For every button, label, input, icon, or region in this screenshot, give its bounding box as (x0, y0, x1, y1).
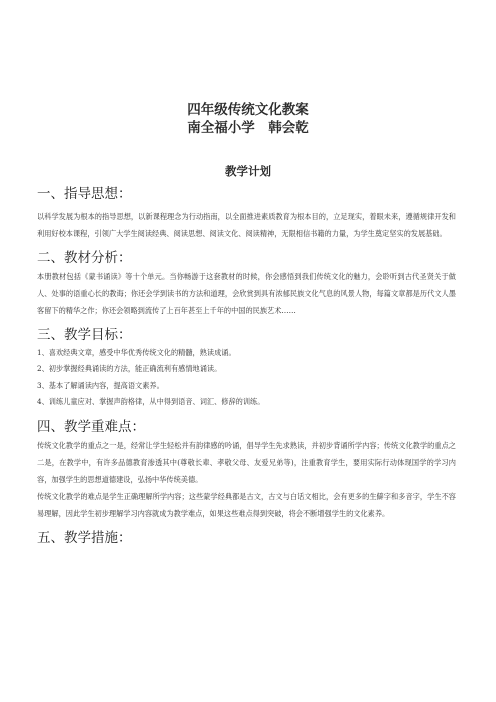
section-teaching-measures (37, 528, 456, 548)
section-teaching-goals (37, 325, 456, 411)
section-heading: 二、教材分析： (37, 250, 132, 266)
section-paragraph: 传统文化教学的重点之一是，经常让学生轻松并有韵律感的吟诵，倡导学生先求熟读，并初步背诵所学内容；传统文化教学的重点之二是，在教学中，有许多品德教育渗透其中(尊敬长辈、孝敬父母、友爱兄弟等)，注重教育学生，要用实际行动体现国学的学习内容，加强学生的思想道德建设，弘扬中华传统美德。 (37, 440, 456, 484)
section-heading: 三、教学目标： (37, 327, 132, 343)
document-body (37, 184, 456, 548)
goal-item: 1、喜欢经典文章，感受中华优秀传统文化的精髓，熟读成诵。 (37, 348, 236, 357)
section-heading: 一、指导思想： (37, 186, 132, 202)
section-guiding-thought (37, 184, 456, 242)
section-heading: 四、教学重难点： (37, 418, 145, 435)
goal-item: 3、基本了解诵读内容，提高语文素养。 (37, 380, 164, 390)
document-author: 南全福小学 韩会乾 (187, 120, 309, 136)
document-title: 四年级传统文化教案 (187, 102, 309, 118)
goal-item: 4、训练儿童应对、掌握声韵格律，从中得到语音、词汇、修辞的训练。 (37, 397, 265, 407)
section-key-points (37, 417, 456, 522)
section-material-analysis (37, 248, 456, 319)
section-heading: 五、教学措施： (37, 529, 132, 546)
goal-item: 2、初步掌握经典诵读的方法，能正确流利有感情地诵读。 (37, 364, 222, 374)
section-paragraph: 以科学发展为根本的指导思想，以新课程理念为行动指南，以全面推进素质教育为根本目的，立足现实，着眼未来，遵循规律开发和利用好校本课程，引领广大学生阅读经典、阅读思想、阅读文化、阅读精神，无限相信书籍的力量，为学生奠定坚实的发展基础。 (37, 212, 456, 238)
document-title-block (0, 101, 496, 137)
plan-title: 教学计划 (225, 164, 271, 178)
section-paragraph: 本册教材包括《蒙书诵读》等十个单元。当你畅游于这套教材的时候，你会感悟到我们传统文化的魅力，会聆听到古代圣贤关于做人、处事的语重心长的教诲；你还会学到读书的方法和道理，会欣赏到具有浓郁民族文化气息的风景人物，每篇文章都是历代文人墨客留下的精华之作；你还会领略到流传了上百年甚至上千年的中国的民族艺术…… (37, 272, 456, 315)
section-paragraph: 传统文化教学的难点是学生正确理解所学内容；这些蒙学经典都是古文，古文与白话文相比，会有更多的生僻字和多音字，学生不容易理解，因此学生初步理解学习内容就成为教学难点，如果这些难点得到突破，将会不断增强学生的文化素养。 (37, 491, 456, 518)
